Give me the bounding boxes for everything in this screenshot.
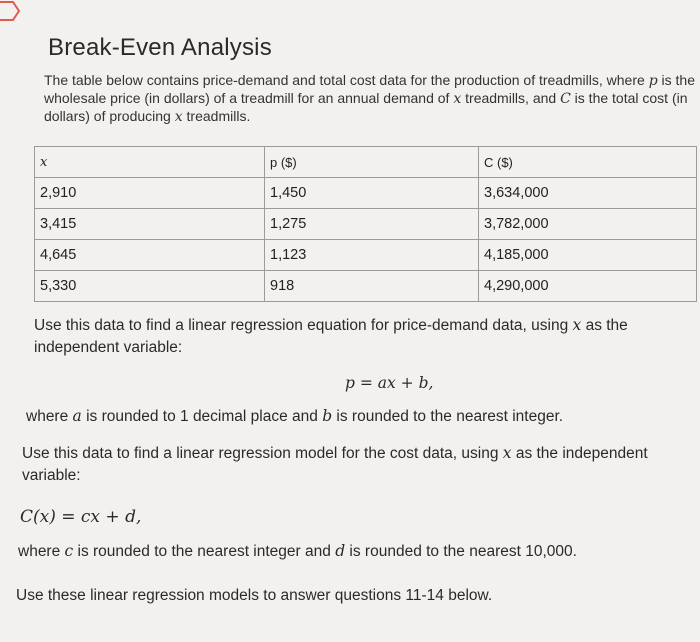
data-table	[34, 146, 697, 302]
column-header-price: p ($)	[265, 147, 479, 178]
price-demand-rounding: where a is rounded to 1 decimal place and b is rounded to the nearest integer.	[26, 407, 564, 425]
table-cell: 2,910	[35, 178, 265, 209]
table-row	[35, 240, 697, 271]
table-cell: 3,634,000	[479, 178, 697, 209]
table-cell: 918	[265, 271, 479, 302]
table-row	[35, 209, 697, 240]
table-cell: 4,645	[35, 240, 265, 271]
column-header-x: x	[35, 147, 265, 178]
table-cell: 1,450	[265, 178, 479, 209]
cost-equation: C(x) = cx + d,	[20, 507, 142, 527]
price-demand-instruction: Use this data to find a linear regression equation for price-demand data, using x as the independent variable:	[34, 316, 628, 356]
table-cell: 3,415	[35, 209, 265, 240]
intro-paragraph: The table below contains price-demand and total cost data for the production of treadmills, where p is the wholesale price (in dollars) of a treadmill for an annual demand of x treadmills, and C is the total cost (in dollars) of producing x treadmills.	[44, 72, 696, 125]
table-cell: 1,275	[265, 209, 479, 240]
table-row	[35, 178, 697, 209]
cost-rounding: where c is rounded to the nearest integer and d is rounded to the nearest 10,000.	[18, 542, 577, 560]
bookmark-tab-icon	[0, 0, 24, 22]
cost-instruction: Use this data to find a linear regression model for the cost data, using x as the independent variable:	[22, 444, 648, 484]
closing-instruction: Use these linear regression models to answer questions 11-14 below.	[16, 587, 493, 604]
table-cell: 3,782,000	[479, 209, 697, 240]
table-header-row	[35, 147, 697, 178]
page-title: Break-Even Analysis	[48, 34, 272, 61]
table-cell: 4,290,000	[479, 271, 697, 302]
table-cell: 4,185,000	[479, 240, 697, 271]
column-header-cost: C ($)	[479, 147, 697, 178]
price-demand-equation: p = ax + b,	[345, 374, 434, 392]
table-cell: 5,330	[35, 271, 265, 302]
table-cell: 1,123	[265, 240, 479, 271]
table-row	[35, 271, 697, 302]
